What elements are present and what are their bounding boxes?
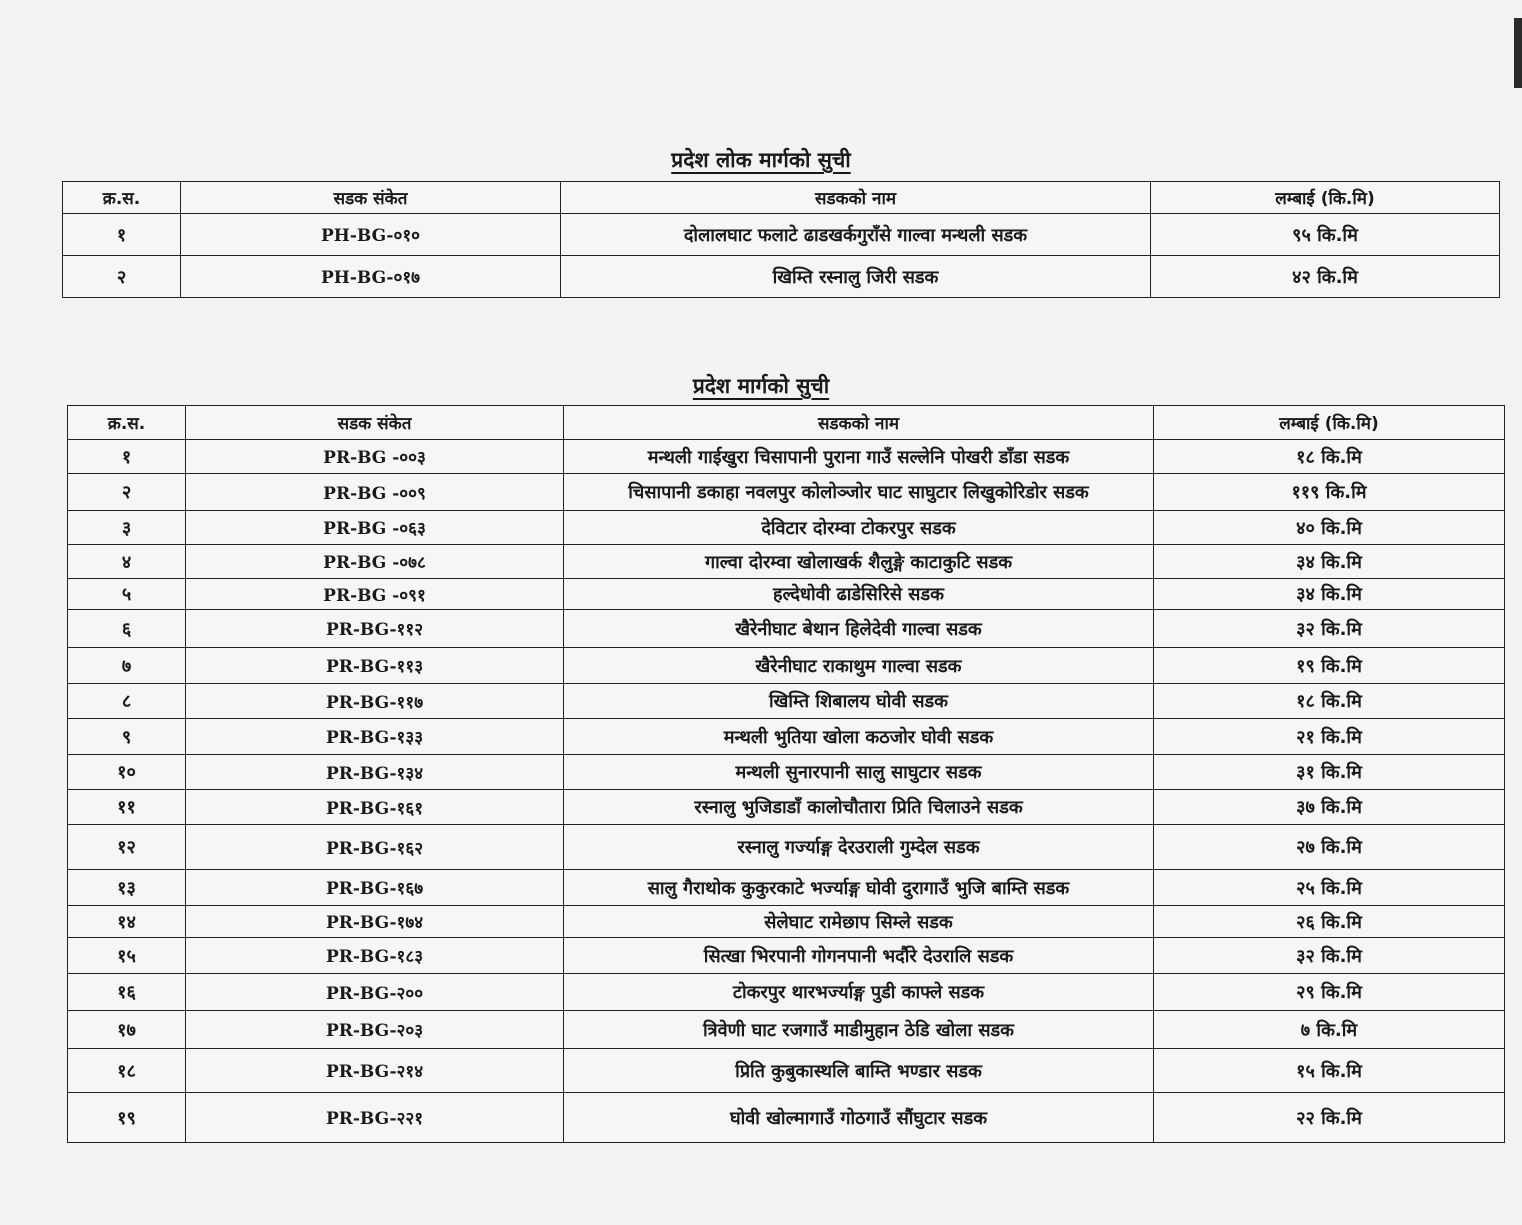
road-code-cell: PR-BG-१६७	[186, 870, 564, 906]
road-code-cell: PR-BG-११२	[186, 610, 564, 648]
road-name-cell: खिम्ति रस्नालु जिरी सडक	[561, 256, 1151, 298]
table-row	[68, 684, 1505, 719]
section-title-pradesh-lok-marg: प्रदेश लोक मार्गको सुची	[671, 148, 851, 172]
serial-cell: १६	[68, 974, 186, 1011]
serial-cell: १७	[68, 1011, 186, 1049]
length-cell: ११९ कि.मि	[1154, 474, 1505, 511]
road-code-cell: PH-BG-०१०	[181, 214, 561, 256]
road-name-cell: दोलालघाट फलाटे ढाडखर्कगुराँसे गाल्वा मन्थली सडक	[561, 214, 1151, 256]
length-cell: १९ कि.मि	[1154, 648, 1505, 684]
length-cell: ९५ कि.मि	[1151, 214, 1500, 256]
road-code-cell: PR-BG -०९१	[186, 579, 564, 610]
serial-cell: २	[63, 256, 181, 298]
table-row	[68, 648, 1505, 684]
table-row	[68, 938, 1505, 974]
road-code-cell: PR-BG-१३३	[186, 719, 564, 755]
length-cell: २९ कि.मि	[1154, 974, 1505, 1011]
serial-cell: ३	[68, 511, 186, 545]
road-code-cell: PH-BG-०१७	[181, 256, 561, 298]
serial-cell: १	[63, 214, 181, 256]
road-code-cell: PR-BG-२१४	[186, 1049, 564, 1093]
length-cell: ७ कि.मि	[1154, 1011, 1505, 1049]
road-name-cell: चिसापानी डकाहा नवलपुर कोलोञ्जोर घाट साघुटार लिखुकोरिडोर सडक	[564, 474, 1154, 511]
table-row	[68, 511, 1505, 545]
length-cell: ३४ कि.मि	[1154, 545, 1505, 579]
header-road-name: सडकको नाम	[564, 406, 1154, 440]
table-header-row	[68, 406, 1505, 440]
road-name-cell: खैरेनीघाट राकाथुम गाल्वा सडक	[564, 648, 1154, 684]
length-cell: ३७ कि.मि	[1154, 790, 1505, 825]
length-cell: २७ कि.मि	[1154, 825, 1505, 870]
road-code-cell: PR-BG -०७८	[186, 545, 564, 579]
table-row	[68, 1011, 1505, 1049]
serial-cell: १०	[68, 755, 186, 790]
length-cell: ३२ कि.मि	[1154, 938, 1505, 974]
table-row	[68, 579, 1505, 610]
length-cell: ४० कि.मि	[1154, 511, 1505, 545]
road-code-cell: PR-BG-१६१	[186, 790, 564, 825]
serial-cell: ६	[68, 610, 186, 648]
road-name-cell: त्रिवेणी घाट रजगाउँ माडीमुहान ठेडि खोला सडक	[564, 1011, 1154, 1049]
road-name-cell: घोवी खोल्मागाउँ गोठगाउँ सौंघुटार सडक	[564, 1093, 1154, 1143]
table-row	[68, 1049, 1505, 1093]
table-row	[68, 790, 1505, 825]
length-cell: ३२ कि.मि	[1154, 610, 1505, 648]
serial-cell: १३	[68, 870, 186, 906]
road-name-cell: रस्नालु गर्ज्याङ्ग देरउराली गुम्देल सडक	[564, 825, 1154, 870]
road-code-cell: PR-BG-२०३	[186, 1011, 564, 1049]
serial-cell: ८	[68, 684, 186, 719]
table-header-row	[63, 182, 1500, 214]
length-cell: २५ कि.मि	[1154, 870, 1505, 906]
road-name-cell: सेलेघाट रामेछाप सिम्ले सडक	[564, 906, 1154, 938]
road-name-cell: खिम्ति शिबालय घोवी सडक	[564, 684, 1154, 719]
road-code-cell: PR-BG-१७४	[186, 906, 564, 938]
page-edge-mark	[1514, 18, 1522, 88]
road-code-cell: PR-BG -००९	[186, 474, 564, 511]
table-body	[68, 440, 1505, 1143]
table-row	[68, 440, 1505, 474]
road-name-cell: प्रिति कुबुकास्थलि बाम्ति भण्डार सडक	[564, 1049, 1154, 1093]
length-cell: १८ कि.मि	[1154, 684, 1505, 719]
table-row	[68, 974, 1505, 1011]
pradesh-marg-table	[67, 405, 1505, 1143]
serial-cell: ९	[68, 719, 186, 755]
table-row	[68, 545, 1505, 579]
serial-cell: १	[68, 440, 186, 474]
table-row	[68, 610, 1505, 648]
serial-cell: ११	[68, 790, 186, 825]
length-cell: ४२ कि.मि	[1151, 256, 1500, 298]
serial-cell: १२	[68, 825, 186, 870]
serial-cell: १९	[68, 1093, 186, 1143]
header-length: लम्बाई (कि.मि)	[1151, 182, 1500, 214]
table-row	[68, 719, 1505, 755]
road-name-cell: गाल्वा दोरम्वा खोलाखर्क शैलुङ्गे काटाकुटि सडक	[564, 545, 1154, 579]
serial-cell: ४	[68, 545, 186, 579]
header-road-name: सडकको नाम	[561, 182, 1151, 214]
road-code-cell: PR-BG-१३४	[186, 755, 564, 790]
length-cell: ३४ कि.मि	[1154, 579, 1505, 610]
road-code-cell: PR-BG -००३	[186, 440, 564, 474]
road-name-cell: देविटार दोरम्वा टोकरपुर सडक	[564, 511, 1154, 545]
road-name-cell: टोकरपुर थारभर्ज्याङ्ग पुडी काफ्ले सडक	[564, 974, 1154, 1011]
section-title-pradesh-marg: प्रदेश मार्गको सुची	[692, 374, 830, 398]
table-row	[68, 825, 1505, 870]
table-row	[68, 474, 1505, 511]
header-road-code: सडक संकेत	[181, 182, 561, 214]
header-serial: क्र.स.	[68, 406, 186, 440]
length-cell: १८ कि.मि	[1154, 440, 1505, 474]
table-row	[63, 256, 1500, 298]
header-road-code: सडक संकेत	[186, 406, 564, 440]
header-serial: क्र.स.	[63, 182, 181, 214]
header-length: लम्बाई (कि.मि)	[1154, 406, 1505, 440]
table-row	[68, 906, 1505, 938]
road-name-cell: मन्थली भुतिया खोला कठजोर घोवी सडक	[564, 719, 1154, 755]
road-code-cell: PR-BG-११३	[186, 648, 564, 684]
length-cell: ३१ कि.मि	[1154, 755, 1505, 790]
road-name-cell: सित्खा भिरपानी गोगनपानी भर्दौरे देउरालि सडक	[564, 938, 1154, 974]
table-row	[68, 755, 1505, 790]
road-code-cell: PR-BG -०६३	[186, 511, 564, 545]
length-cell: २१ कि.मि	[1154, 719, 1505, 755]
length-cell: २२ कि.मि	[1154, 1093, 1505, 1143]
pradesh-lok-marg-table	[62, 181, 1500, 298]
road-name-cell: मन्थली गाईखुरा चिसापानी पुराना गाउँ सल्लेनि पोखरी डाँडा सडक	[564, 440, 1154, 474]
road-code-cell: PR-BG-२२१	[186, 1093, 564, 1143]
road-code-cell: PR-BG-१८३	[186, 938, 564, 974]
road-name-cell: रस्नालु भुजिडाडाँ कालोचौतारा प्रिति चिलाउने सडक	[564, 790, 1154, 825]
road-name-cell: खैरेनीघाट बेथान हिलेदेवी गाल्वा सडक	[564, 610, 1154, 648]
table-row	[63, 214, 1500, 256]
length-cell: १५ कि.मि	[1154, 1049, 1505, 1093]
length-cell: २६ कि.मि	[1154, 906, 1505, 938]
table-row	[68, 870, 1505, 906]
road-name-cell: हल्देधोवी ढाडेसिरिसे सडक	[564, 579, 1154, 610]
road-code-cell: PR-BG-११७	[186, 684, 564, 719]
road-code-cell: PR-BG-१६२	[186, 825, 564, 870]
serial-cell: ५	[68, 579, 186, 610]
serial-cell: १४	[68, 906, 186, 938]
table-body	[63, 214, 1500, 298]
table-row	[68, 1093, 1505, 1143]
serial-cell: ७	[68, 648, 186, 684]
serial-cell: २	[68, 474, 186, 511]
road-code-cell: PR-BG-२००	[186, 974, 564, 1011]
road-name-cell: मन्थली सुनारपानी सालु साघुटार सडक	[564, 755, 1154, 790]
serial-cell: १८	[68, 1049, 186, 1093]
serial-cell: १५	[68, 938, 186, 974]
road-name-cell: सालु गैराथोक कुकुरकाटे भर्ज्याङ्ग घोवी दुरागाउँ भुजि बाम्ति सडक	[564, 870, 1154, 906]
